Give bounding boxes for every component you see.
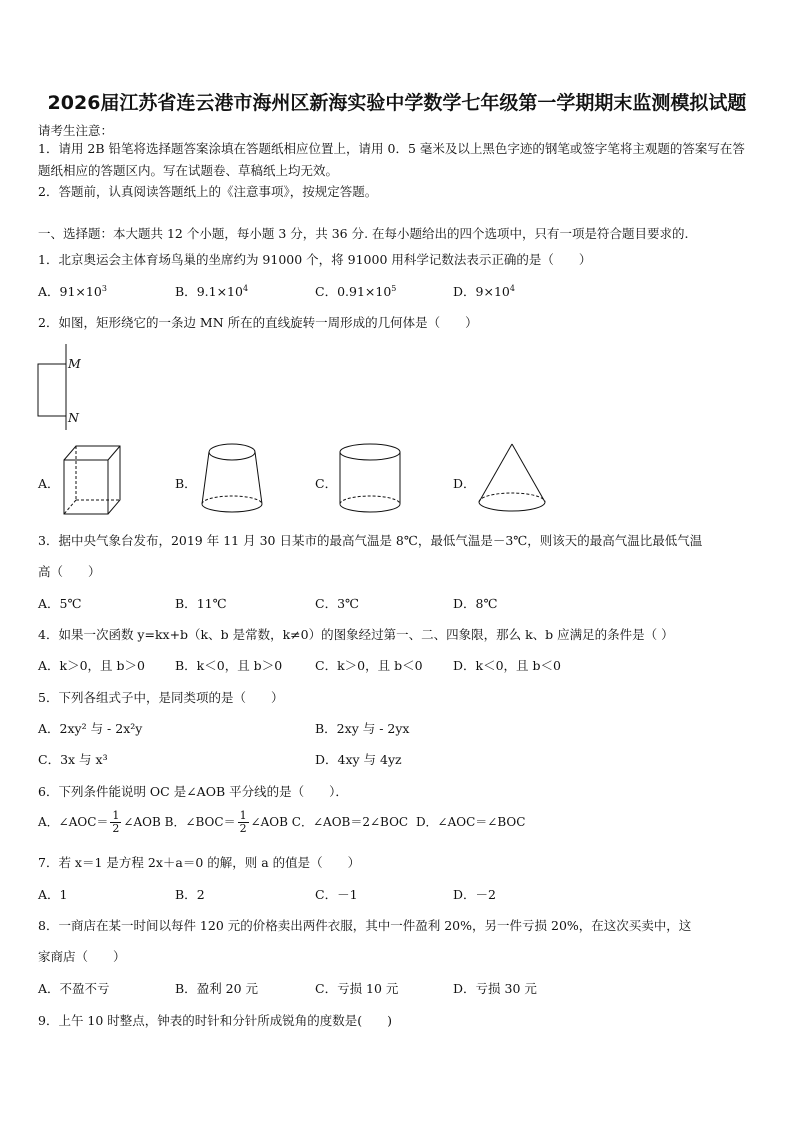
q6-option-b: B．∠BOC＝ $\frac{1}{2}$ ∠AOB	[164, 809, 288, 835]
question-7-stem: 7．若 x＝1 是方程 2x＋a＝0 的解，则 a 的值是（ ）	[38, 855, 361, 870]
q2-option-b-label: B．	[175, 476, 197, 491]
fraction-half: $\frac{1}{2}$	[239, 809, 247, 835]
question-8-stem-cont: 家商店（ ）	[38, 949, 126, 964]
q4-option-d: D．k＜0，且 b＜0	[453, 658, 561, 673]
q8-option-d: D．亏损 30 元	[453, 981, 537, 996]
q2-option-c-label: C．	[315, 476, 338, 491]
q6-option-a: A．∠AOC＝ $\frac{1}{2}$ ∠AOB	[38, 809, 161, 835]
q3-option-b: B．11℃	[175, 596, 227, 611]
frustum-icon	[198, 442, 266, 514]
q3-option-c: C．3℃	[315, 596, 360, 611]
q7-option-b: B．2	[175, 887, 205, 902]
notice-item-1: 1．请用 2B 铅笔将选择题答案涂填在答题纸相应位置上，请用 0．5 毫米及以上黑色字迹的钢笔或签字笔将主观题的答案写在答题纸相应的答题区内。写在试题卷、草稿纸上均无效。	[38, 141, 745, 178]
q6-option-c: C．∠AOB＝2∠BOC	[291, 815, 409, 829]
fraction-half: $\frac{1}{2}$	[112, 809, 120, 835]
q1-option-b: B．$9.1\times 10^4$	[175, 283, 249, 299]
q7-option-c: C．－1	[315, 887, 358, 902]
q4-option-b: B．k＜0，且 b＞0	[175, 658, 283, 673]
question-4-stem: 4．如果一次函数 y=kx+b（k、b 是常数，k≠0）的图象经过第一、二、四象限，那么 k、b 应满足的条件是（ ）	[38, 627, 674, 642]
cuboid-icon	[62, 444, 124, 516]
q5-option-d: D．4xy 与 4yz	[315, 752, 402, 767]
q6-option-d: D．∠AOC＝∠BOC	[415, 815, 526, 829]
q2-option-d-label: D．	[453, 476, 476, 491]
question-6-stem: 6．下列条件能说明 OC 是∠AOB 平分线的是（ ）．	[38, 784, 348, 799]
rectangle-mn-figure	[30, 342, 90, 432]
q7-option-a: A．1	[38, 887, 68, 902]
q7-option-d: D．－2	[453, 887, 496, 902]
q8-option-a: A．不盈不亏	[38, 981, 110, 996]
question-1-stem: 1．北京奥运会主体育场鸟巢的坐席约为 91000 个，将 91000 用科学记数法表示正确的是（ ）	[38, 252, 592, 267]
notice-heading: 请考生注意：	[38, 123, 114, 138]
q8-option-c: C．亏损 10 元	[315, 981, 399, 996]
label-n: N	[68, 410, 79, 425]
q8-option-b: B．盈利 20 元	[175, 981, 259, 996]
question-9-stem: 9．上午 10 时整点，钟表的时针和分针所成锐角的度数是( )	[38, 1013, 393, 1028]
question-5-stem: 5．下列各组式子中，是同类项的是（ ）	[38, 690, 284, 705]
q1-option-c: C．$0.91\times 10^5$	[315, 283, 397, 299]
question-3-stem: 3．据中央气象台发布，2019 年 11 月 30 日某市的最高气温是 8℃，最低气温是－3℃，则该天的最高气温比最低气温	[38, 533, 703, 548]
question-8-stem: 8．一商店在某一时间以每件 120 元的价格卖出两件衣服，其中一件盈利 20%，另一件亏损 20%，在这次买卖中，这	[38, 918, 692, 933]
q5-option-b: B．2xy 与 - 2yx	[315, 721, 410, 736]
q6-options-row	[38, 810, 525, 835]
q4-option-a: A．k＞0，且 b＞0	[38, 658, 145, 673]
q3-option-a: A．5℃	[38, 596, 82, 611]
section-heading: 一、选择题：本大题共 12 个小题，每小题 3 分，共 36 分. 在每小题给出的四个选项中，只有一项是符合题目要求的.	[38, 226, 689, 241]
question-3-stem-cont: 高（ ）	[38, 564, 101, 579]
q1-option-a: A．$91\times 10^3$	[38, 283, 107, 299]
q5-option-a: A．2xy² 与 - 2x²y	[38, 721, 143, 736]
cylinder-icon	[337, 442, 405, 514]
question-2-stem: 2．如图，矩形绕它的一条边 MN 所在的直线旋转一周形成的几何体是（ ）	[38, 315, 478, 330]
q3-option-d: D．8℃	[453, 596, 498, 611]
label-m: M	[68, 356, 81, 371]
notice-item-2: 2．答题前，认真阅读答题纸上的《注意事项》，按规定答题。	[38, 184, 378, 199]
cone-icon	[476, 442, 548, 514]
q5-option-c: C．3x 与 x³	[38, 752, 108, 767]
q2-option-a-label: A．	[38, 476, 60, 491]
page-title: 2026届江苏省连云港市海州区新海实验中学数学七年级第一学期期末监测模拟试题	[47, 92, 747, 114]
q1-option-d: D．$9\times 10^4$	[453, 283, 515, 299]
q4-option-c: C．k＞0，且 b＜0	[315, 658, 423, 673]
